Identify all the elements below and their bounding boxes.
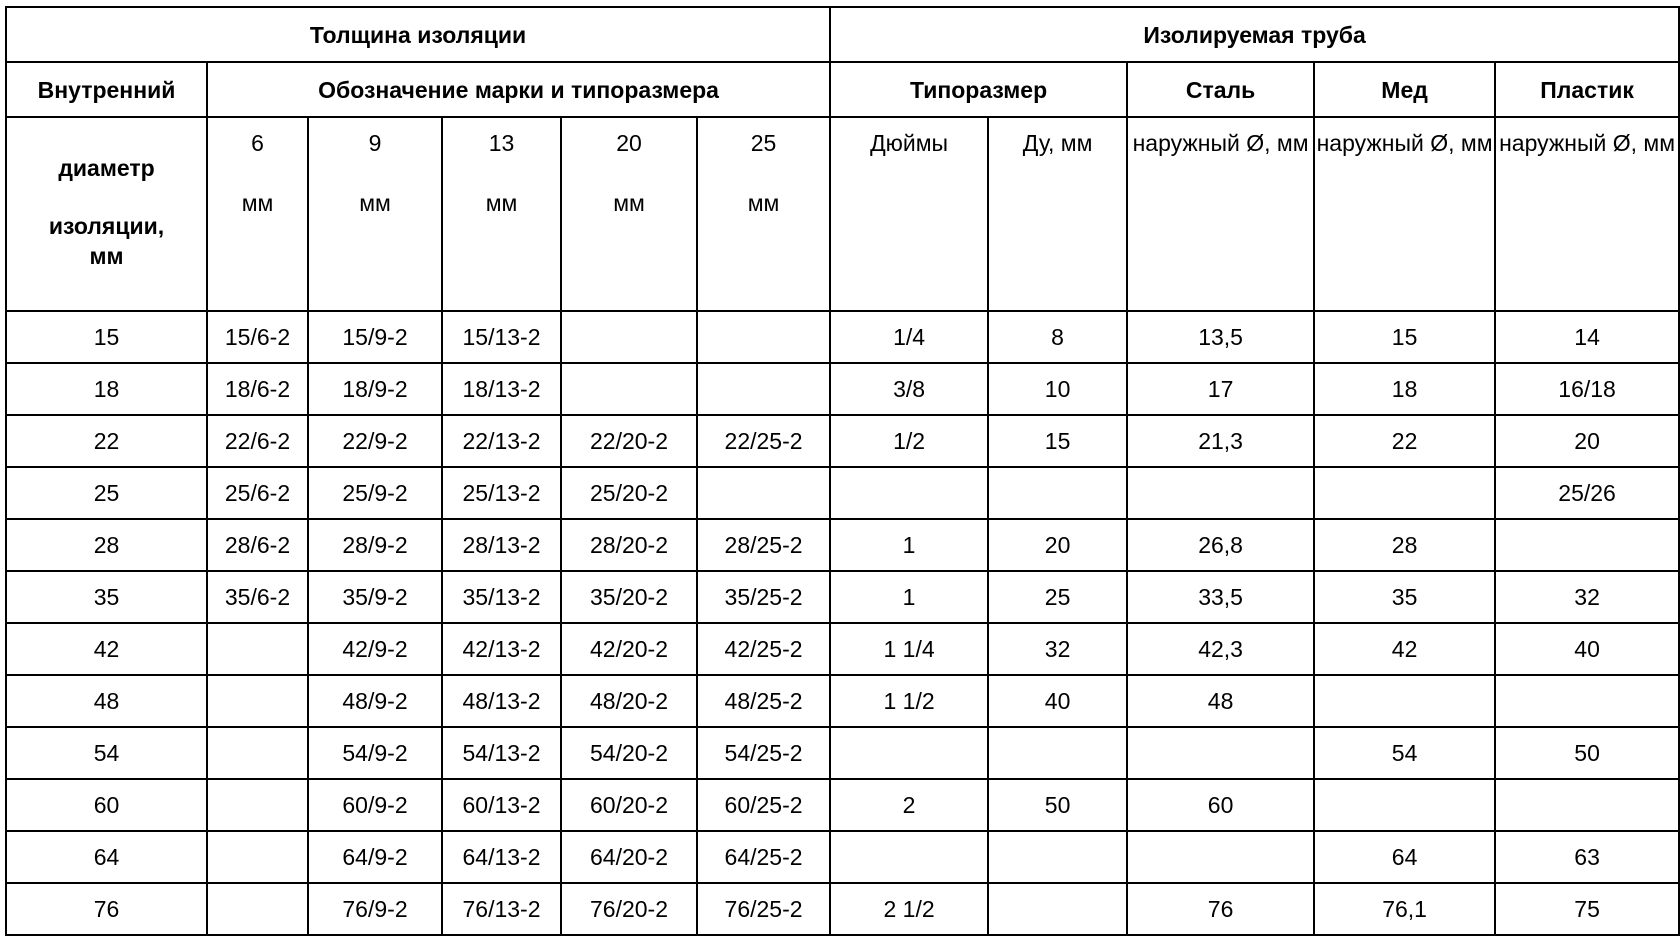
size-13-cell: 15/13-2 [442, 311, 561, 363]
brand-size-header: Обозначение марки и типоразмера [207, 62, 830, 117]
copper-cell [1314, 779, 1495, 831]
size-25-cell: 76/25-2 [697, 883, 830, 935]
plastic-header: Пластик [1495, 62, 1679, 117]
plastic-unit-header [1495, 117, 1679, 311]
du-cell: 8 [988, 311, 1127, 363]
steel-header: Сталь [1127, 62, 1314, 117]
table-row [6, 571, 1679, 623]
inner-diameter-cell: 64 [6, 831, 207, 883]
size-9-cell: 22/9-2 [308, 415, 442, 467]
header-row-3 [6, 117, 1679, 311]
size-6-cell [207, 831, 308, 883]
copper-cell: 42 [1314, 623, 1495, 675]
steel-cell: 42,3 [1127, 623, 1314, 675]
thickness-col-20 [561, 117, 697, 311]
inner-diameter-header [6, 117, 207, 311]
size-25-cell: 54/25-2 [697, 727, 830, 779]
size-13-cell: 28/13-2 [442, 519, 561, 571]
table-row [6, 623, 1679, 675]
size-20-cell [561, 363, 697, 415]
size-20-cell: 60/20-2 [561, 779, 697, 831]
table-row [6, 831, 1679, 883]
plastic-cell [1495, 779, 1679, 831]
size-9-cell: 28/9-2 [308, 519, 442, 571]
insulation-spec-table [5, 6, 1680, 936]
size-9-cell: 42/9-2 [308, 623, 442, 675]
copper-cell: 22 [1314, 415, 1495, 467]
size-20-cell: 54/20-2 [561, 727, 697, 779]
copper-cell: 64 [1314, 831, 1495, 883]
inches-label: Дюймы [870, 130, 949, 156]
size-25-cell [697, 311, 830, 363]
inner-diameter-cell: 18 [6, 363, 207, 415]
copper-cell [1314, 675, 1495, 727]
inner-diameter-cell: 35 [6, 571, 207, 623]
inches-cell: 1 [830, 519, 988, 571]
steel-unit-label: наружный Ø, мм [1132, 130, 1309, 156]
plastic-cell: 25/26 [1495, 467, 1679, 519]
inches-cell: 2 [830, 779, 988, 831]
size-9-cell: 18/9-2 [308, 363, 442, 415]
inner-diameter-cell: 25 [6, 467, 207, 519]
inches-cell [830, 727, 988, 779]
size-9-cell: 60/9-2 [308, 779, 442, 831]
table-row [6, 415, 1679, 467]
size-20-cell: 25/20-2 [561, 467, 697, 519]
inner-diameter-cell: 42 [6, 623, 207, 675]
steel-cell [1127, 831, 1314, 883]
size-13-cell: 48/13-2 [442, 675, 561, 727]
plastic-cell: 40 [1495, 623, 1679, 675]
thickness-col-25 [697, 117, 830, 311]
thickness-unit: мм [747, 190, 780, 216]
inches-cell: 1 1/2 [830, 675, 988, 727]
size-20-cell: 42/20-2 [561, 623, 697, 675]
size-20-cell: 22/20-2 [561, 415, 697, 467]
size-25-cell: 64/25-2 [697, 831, 830, 883]
steel-cell: 33,5 [1127, 571, 1314, 623]
inner-diameter-header-line1: Внутренний [6, 62, 207, 117]
thickness-unit: мм [241, 190, 274, 216]
size-6-cell: 15/6-2 [207, 311, 308, 363]
size-13-cell: 64/13-2 [442, 831, 561, 883]
size-13-cell: 60/13-2 [442, 779, 561, 831]
size-20-cell: 48/20-2 [561, 675, 697, 727]
inches-cell: 1 1/4 [830, 623, 988, 675]
du-cell: 15 [988, 415, 1127, 467]
inner-diameter-cell: 76 [6, 883, 207, 935]
size-6-cell [207, 623, 308, 675]
size-6-cell [207, 883, 308, 935]
du-label: Ду, мм [1022, 130, 1093, 156]
inches-cell: 1/2 [830, 415, 988, 467]
table-row [6, 363, 1679, 415]
copper-cell: 35 [1314, 571, 1495, 623]
du-cell [988, 467, 1127, 519]
inches-cell: 1/4 [830, 311, 988, 363]
size-25-cell: 22/25-2 [697, 415, 830, 467]
size-9-cell: 15/9-2 [308, 311, 442, 363]
inner-diameter-cell: 22 [6, 415, 207, 467]
table-row [6, 675, 1679, 727]
table-row [6, 727, 1679, 779]
thickness-value: 25 [750, 130, 777, 156]
steel-cell: 48 [1127, 675, 1314, 727]
size-9-cell: 48/9-2 [308, 675, 442, 727]
size-13-cell: 18/13-2 [442, 363, 561, 415]
table-row [6, 467, 1679, 519]
copper-cell: 18 [1314, 363, 1495, 415]
header-row-1 [6, 7, 1679, 62]
du-cell: 20 [988, 519, 1127, 571]
thickness-unit: мм [359, 190, 391, 216]
du-header [988, 117, 1127, 311]
size-13-cell: 54/13-2 [442, 727, 561, 779]
plastic-cell: 14 [1495, 311, 1679, 363]
copper-unit-label: наружный Ø, мм [1316, 130, 1493, 156]
steel-unit-header [1127, 117, 1314, 311]
size-25-cell: 28/25-2 [697, 519, 830, 571]
thickness-value: 6 [251, 130, 264, 156]
table-row [6, 779, 1679, 831]
du-cell [988, 883, 1127, 935]
size-25-cell [697, 467, 830, 519]
pipe-header: Изолируемая труба [830, 7, 1679, 62]
plastic-cell: 50 [1495, 727, 1679, 779]
size-25-cell: 35/25-2 [697, 571, 830, 623]
steel-cell [1127, 727, 1314, 779]
plastic-cell: 63 [1495, 831, 1679, 883]
table-row [6, 519, 1679, 571]
size-25-cell: 60/25-2 [697, 779, 830, 831]
inner-diameter-header-line3: изоляции, [48, 213, 165, 239]
header-row-2 [6, 62, 1679, 117]
plastic-cell [1495, 675, 1679, 727]
thickness-value: 9 [368, 130, 382, 156]
size-9-cell: 35/9-2 [308, 571, 442, 623]
inner-diameter-header-line4: мм [89, 243, 124, 269]
size-13-cell: 76/13-2 [442, 883, 561, 935]
thickness-col-13 [442, 117, 561, 311]
table-row [6, 311, 1679, 363]
inner-diameter-cell: 60 [6, 779, 207, 831]
size-20-cell: 35/20-2 [561, 571, 697, 623]
size-6-cell [207, 675, 308, 727]
copper-cell: 15 [1314, 311, 1495, 363]
thickness-col-6 [207, 117, 308, 311]
plastic-cell: 75 [1495, 883, 1679, 935]
size-6-cell: 22/6-2 [207, 415, 308, 467]
size-20-cell: 76/20-2 [561, 883, 697, 935]
plastic-cell: 32 [1495, 571, 1679, 623]
size-25-cell: 42/25-2 [697, 623, 830, 675]
size-6-cell: 25/6-2 [207, 467, 308, 519]
plastic-unit-label: наружный Ø, мм [1499, 130, 1676, 156]
size-6-cell [207, 727, 308, 779]
du-cell [988, 727, 1127, 779]
thickness-value: 20 [616, 130, 642, 156]
plastic-cell: 16/18 [1495, 363, 1679, 415]
size-13-cell: 25/13-2 [442, 467, 561, 519]
insulation-spec-table-container [5, 6, 1678, 936]
thickness-value: 13 [488, 130, 515, 156]
inches-cell: 3/8 [830, 363, 988, 415]
copper-header: Мед [1314, 62, 1495, 117]
steel-cell: 17 [1127, 363, 1314, 415]
size-20-cell [561, 311, 697, 363]
steel-cell: 13,5 [1127, 311, 1314, 363]
steel-cell: 76 [1127, 883, 1314, 935]
steel-cell: 26,8 [1127, 519, 1314, 571]
copper-cell: 76,1 [1314, 883, 1495, 935]
size-13-cell: 35/13-2 [442, 571, 561, 623]
thickness-col-9 [308, 117, 442, 311]
copper-cell: 28 [1314, 519, 1495, 571]
inches-cell: 1 [830, 571, 988, 623]
size-9-cell: 64/9-2 [308, 831, 442, 883]
inches-header [830, 117, 988, 311]
size-6-cell: 18/6-2 [207, 363, 308, 415]
du-cell: 40 [988, 675, 1127, 727]
steel-cell: 21,3 [1127, 415, 1314, 467]
copper-unit-header [1314, 117, 1495, 311]
du-cell: 50 [988, 779, 1127, 831]
size-6-cell [207, 779, 308, 831]
thickness-unit: мм [485, 190, 518, 216]
size-9-cell: 76/9-2 [308, 883, 442, 935]
inner-diameter-header-line2: диаметр [58, 155, 155, 181]
inches-cell: 2 1/2 [830, 883, 988, 935]
size-6-cell: 28/6-2 [207, 519, 308, 571]
copper-cell [1314, 467, 1495, 519]
du-cell: 10 [988, 363, 1127, 415]
du-cell [988, 831, 1127, 883]
inner-diameter-cell: 48 [6, 675, 207, 727]
inches-cell [830, 831, 988, 883]
copper-cell: 54 [1314, 727, 1495, 779]
inner-diameter-cell: 15 [6, 311, 207, 363]
size-20-cell: 28/20-2 [561, 519, 697, 571]
inner-diameter-cell: 54 [6, 727, 207, 779]
size-13-cell: 42/13-2 [442, 623, 561, 675]
plastic-cell [1495, 519, 1679, 571]
plastic-cell: 20 [1495, 415, 1679, 467]
size-13-cell: 22/13-2 [442, 415, 561, 467]
size-6-cell: 35/6-2 [207, 571, 308, 623]
size-9-cell: 54/9-2 [308, 727, 442, 779]
thickness-unit: мм [613, 190, 645, 216]
size-20-cell: 64/20-2 [561, 831, 697, 883]
steel-cell: 60 [1127, 779, 1314, 831]
size-25-cell [697, 363, 830, 415]
table-row [6, 883, 1679, 935]
size-type-header: Типоразмер [830, 62, 1127, 117]
steel-cell [1127, 467, 1314, 519]
du-cell: 25 [988, 571, 1127, 623]
du-cell: 32 [988, 623, 1127, 675]
inner-diameter-cell: 28 [6, 519, 207, 571]
thickness-header: Толщина изоляции [6, 7, 830, 62]
inches-cell [830, 467, 988, 519]
size-25-cell: 48/25-2 [697, 675, 830, 727]
size-9-cell: 25/9-2 [308, 467, 442, 519]
